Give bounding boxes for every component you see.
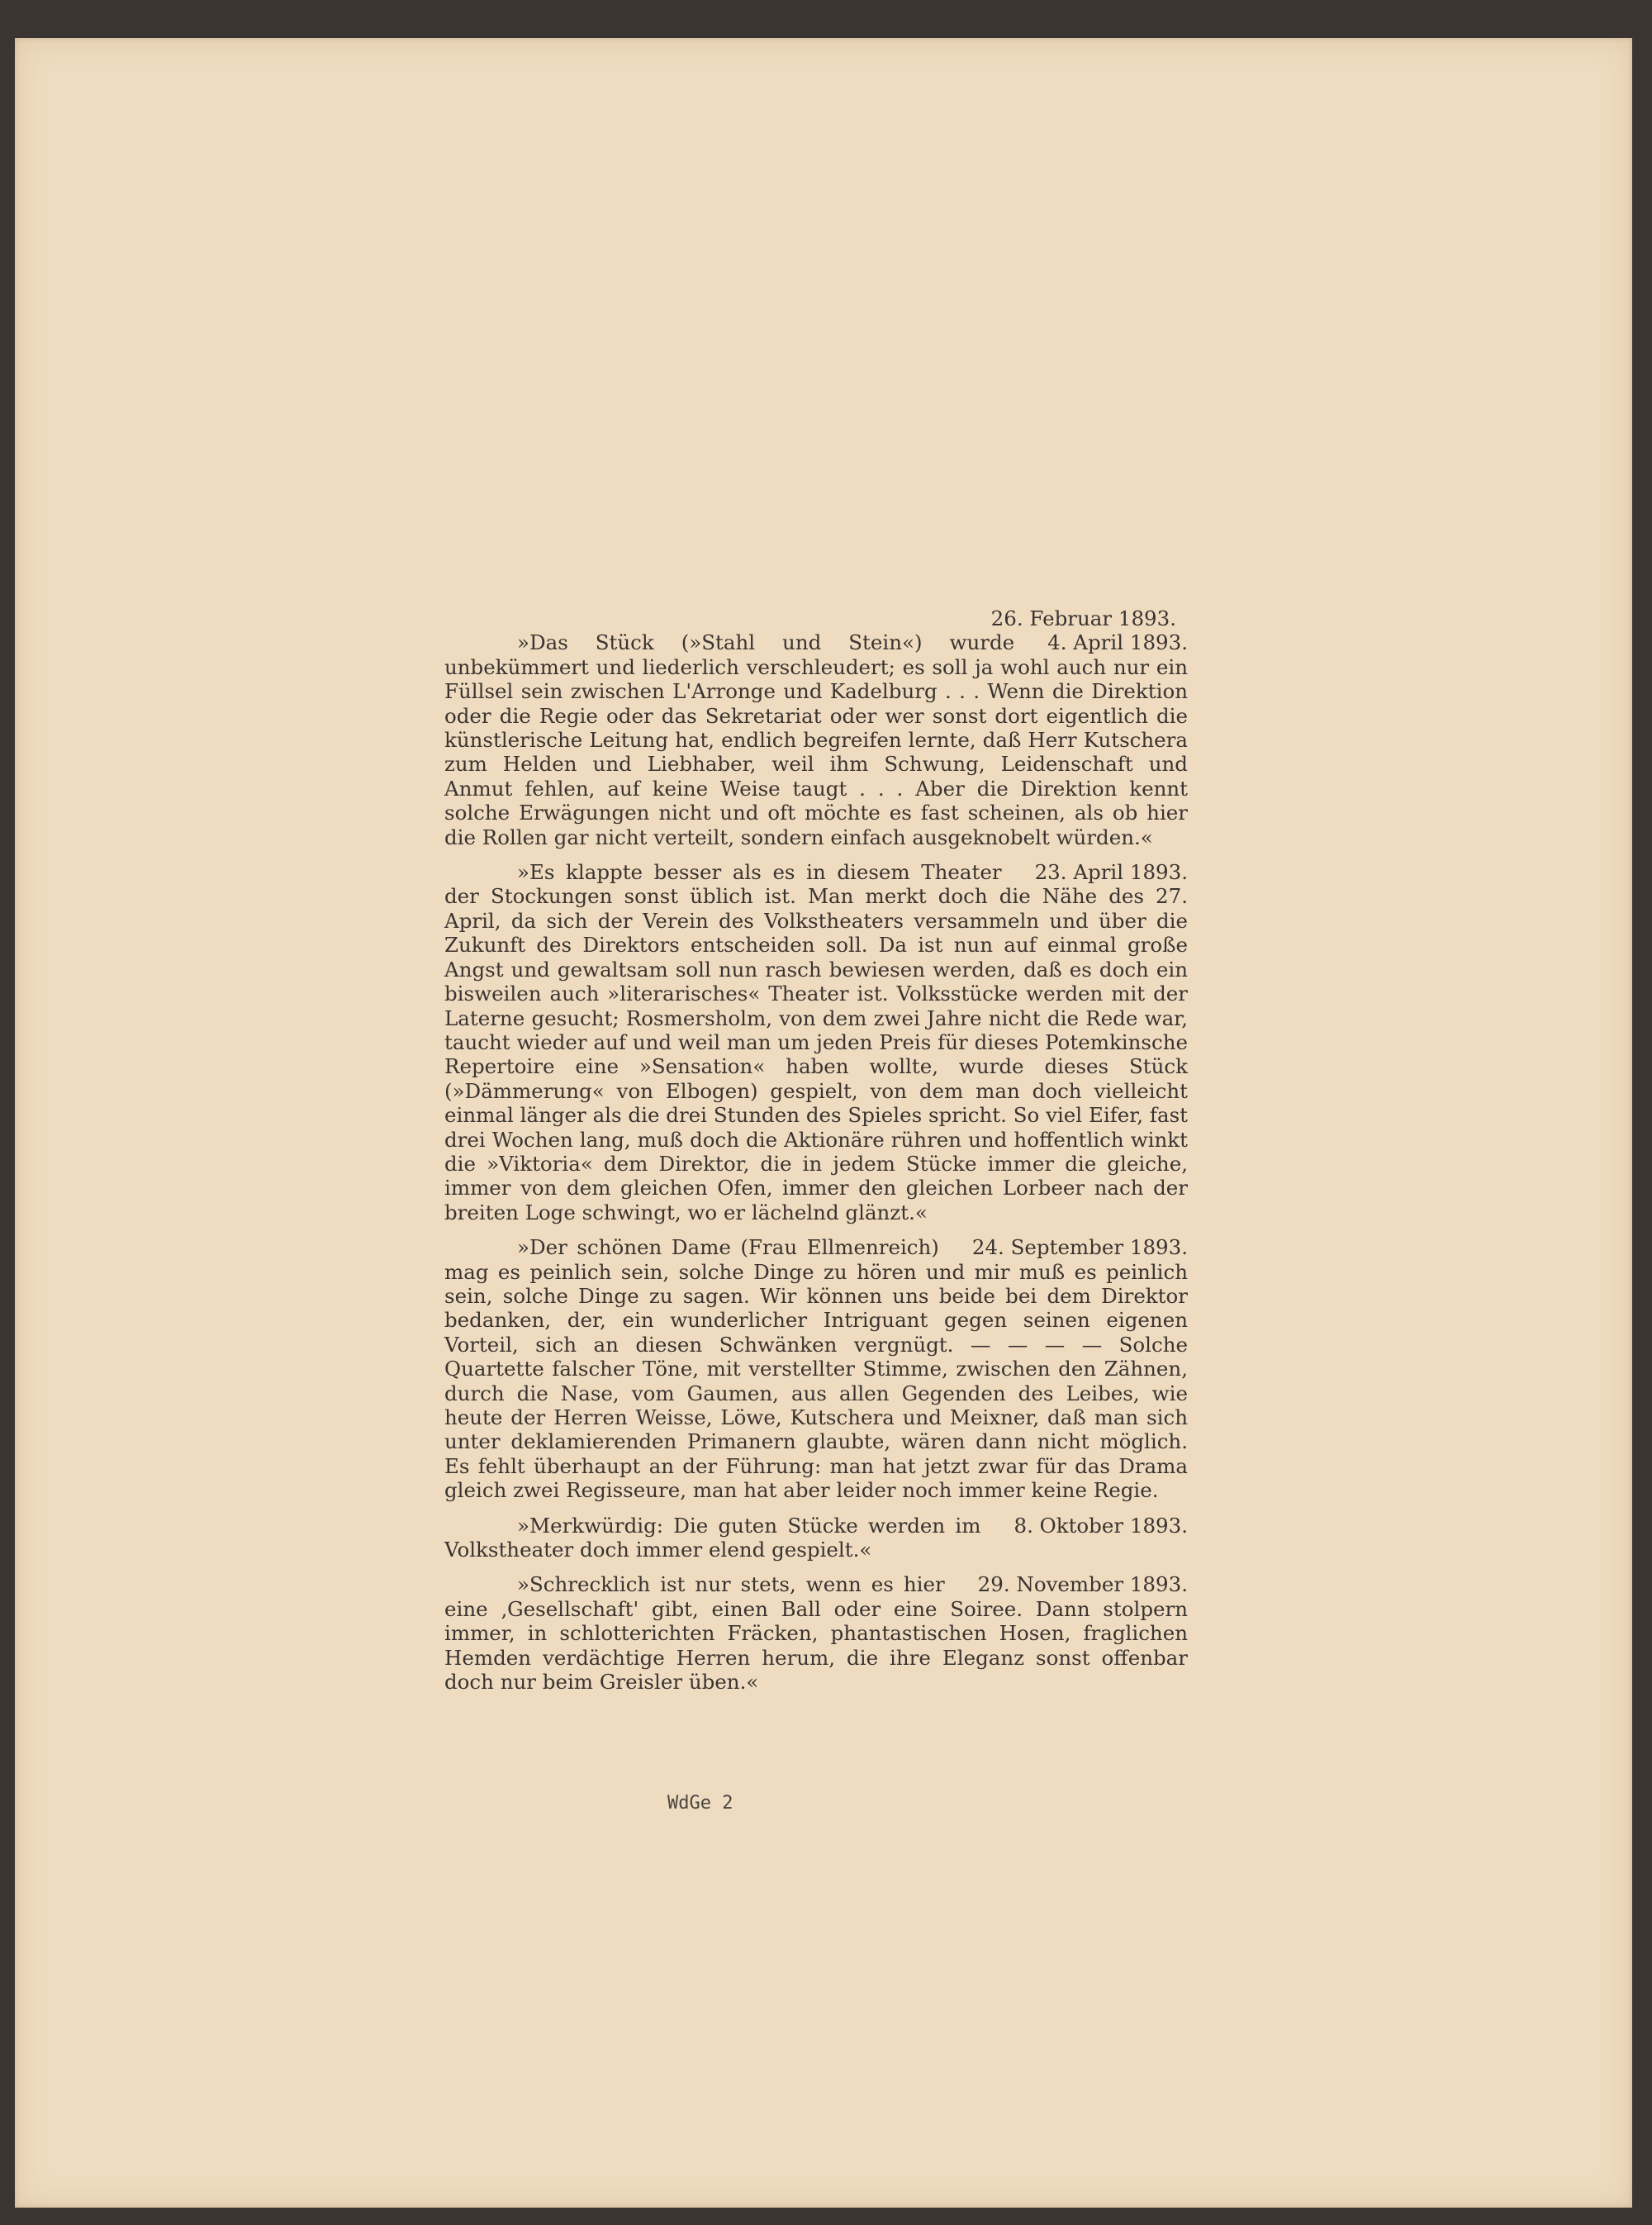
signature-mark: WdGe 2 xyxy=(667,1793,733,1814)
paragraph-date: 29. November 1893. xyxy=(977,1572,1188,1597)
paragraph-4 xyxy=(444,1514,1188,1562)
paragraph-text: »Es klappte besser als es in diesem Theater der Stockungen sonst üblich ist. Man merkt doch die Nähe des 27. April, da sich der Verein des Volkstheaters versammeln und über die Zukunft des Direktors entscheiden soll. Da ist nun auf einmal große Angst und gewaltsam soll nun rasch bewiesen werden, daß es doch ein bisweilen auch »literarisches« Theater ist. Volksstücke werden mit der Laterne gesucht; Rosmersholm, von dem zwei Jahre nicht die Rede war, taucht wieder auf und weil man um jeden Preis für dieses Potemkinsche Repertoire eine »Sensation« haben wollte, wurde dieses Stück (»Dämmerung« von Elbogen) gespielt, von dem man doch vielleicht einmal länger als die drei Stunden des Spieles spricht. So viel Eifer, fast drei Wochen lang, muß doch die Aktionäre rühren und hoffentlich winkt die »Viktoria« dem Direktor, die in jedem Stücke immer die gleiche, immer von dem gleichen Ofen, immer den gleichen Lorbeer nach der breiten Loge schwingt, wo er lächelnd glänzt.« xyxy=(444,860,1188,1224)
paragraph-text: »Der schönen Dame (Frau Ellmenreich) mag es peinlich sein, solche Dinge zu hören und mir muß es peinlich sein, solche Dinge zu sagen. Wir können uns beide bei dem Direktor bedanken, der, ein wunderlicher Intriguant gegen seinen eigenen Vorteil, sich an diesen Schwänken vergnügt. — — — — Solche Quartette falscher Töne, mit verstellter Stimme, zwischen den Zähnen, durch die Nase, vom Gaumen, aus allen Gegenden des Leibes, wie heute der Herren Weisse, Löwe, Kutschera und Meixner, daß man sich unter deklamierenden Primanern glaubte, wären dann nicht möglich. Es fehlt überhaupt an der Führung: man hat jetzt zwar für das Drama gleich zwei Regisseure, man hat aber leider noch immer keine Regie. xyxy=(444,1235,1188,1503)
paragraph-date: 23. April 1893. xyxy=(1034,860,1188,885)
text-column xyxy=(444,606,1188,1694)
paper-sheet xyxy=(15,38,1632,2208)
paragraph-text: »Das Stück (»Stahl und Stein«) wurde unbekümmert und liederlich verschleudert; es soll ja wohl auch nur ein Füllsel sein zwischen L'Arronge und Kadelburg . . . Wenn die Direktion oder die Regie oder das Sekretariat oder wer sonst dort eigentlich die künstlerische Leitung hat, endlich begreifen lernte, daß Herr Kutschera zum Helden und Liebhaber, weil ihm Schwung, Leidenschaft und Anmut fehlen, auf keine Weise taugt . . . Aber die Direktion kennt solche Erwägungen nicht und oft möchte es fast scheinen, als ob hier die Rollen gar nicht verteilt, sondern einfach ausgeknobelt würden.« xyxy=(444,630,1188,849)
paragraph-5 xyxy=(444,1572,1188,1694)
paragraph-1 xyxy=(444,630,1188,849)
paragraph-text: »Merkwürdig: Die guten Stücke werden im Volkstheater doch immer elend gespielt.« xyxy=(444,1513,981,1562)
paragraph-3 xyxy=(444,1235,1188,1502)
paragraph-text: »Schrecklich ist nur stets, wenn es hier eine ‚Gesellschaft' gibt, einen Ball oder eine Soiree. Dann stolpern immer, in schlotterichten Fräcken, phantastischen Hosen, fraglichen Hemden verdächtige Herren herum, die ihre Eleganz sonst offenbar doch nur beim Greisler üben.« xyxy=(444,1572,1188,1695)
first-date: 26. Februar 1893. xyxy=(990,606,1176,630)
paragraph-date: 4. April 1893. xyxy=(1047,630,1188,655)
paragraph-date: 8. Oktober 1893. xyxy=(1014,1513,1188,1538)
paragraph-2 xyxy=(444,860,1188,1224)
paragraph-date: 24. September 1893. xyxy=(971,1235,1188,1260)
